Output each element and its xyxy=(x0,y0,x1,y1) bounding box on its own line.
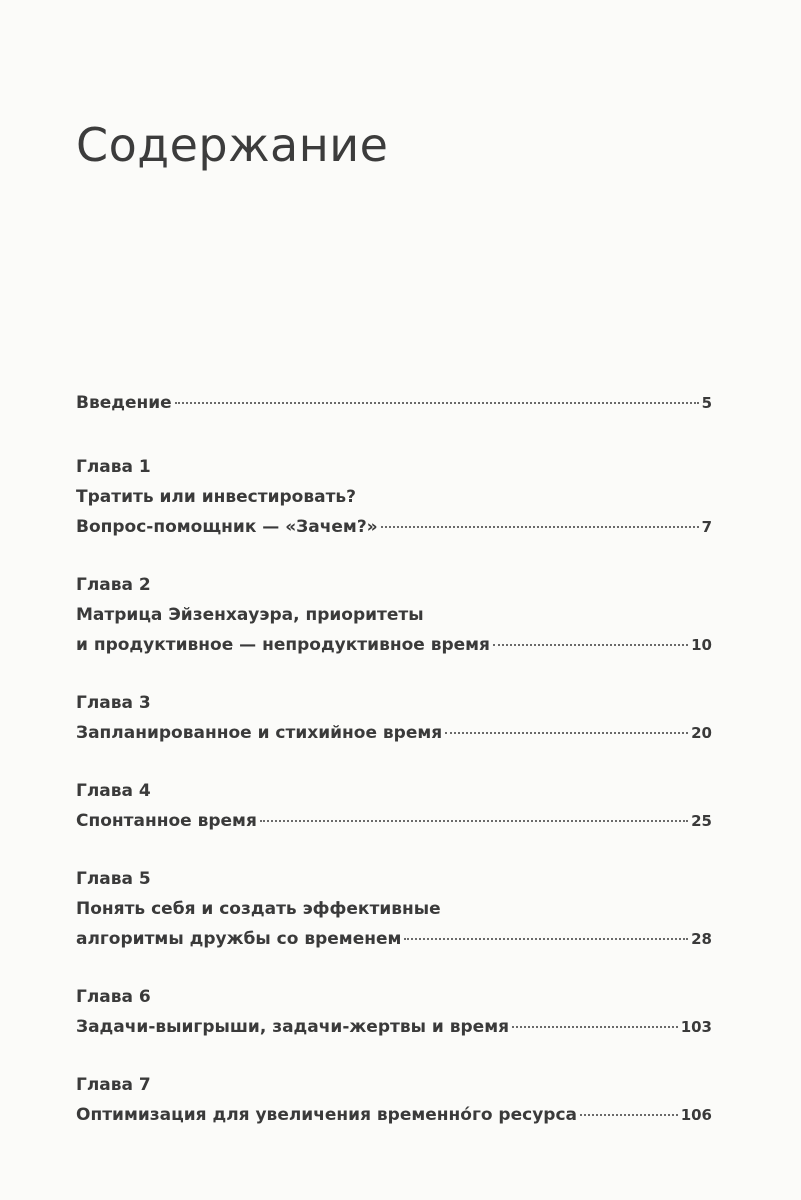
dot-leader xyxy=(381,526,699,528)
dot-leader xyxy=(404,938,688,940)
toc-page-number: 103 xyxy=(680,1018,712,1036)
table-of-contents xyxy=(76,388,712,1130)
page-title: Содержание xyxy=(76,118,389,172)
dot-leader xyxy=(493,644,688,646)
toc-page-number: 20 xyxy=(691,724,712,742)
toc-page-number: 5 xyxy=(701,394,712,412)
toc-page-number: 106 xyxy=(680,1106,712,1124)
toc-entry-title-line: Матрица Эйзенхауэра, приоритеты xyxy=(76,605,424,625)
toc-page-number: 7 xyxy=(701,518,712,536)
chapter-label: Глава 7 xyxy=(76,1075,151,1095)
toc-entry-chapter-4 xyxy=(76,776,712,836)
toc-entry-chapter-1 xyxy=(76,452,712,542)
toc-entry-title-line: и продуктивное — непродуктивное время xyxy=(76,635,490,655)
toc-entry-title-line: Запланированное и стихийное время xyxy=(76,723,443,743)
dot-leader xyxy=(512,1026,678,1028)
dot-leader xyxy=(175,402,699,404)
chapter-label: Глава 3 xyxy=(76,693,151,713)
chapter-label: Глава 5 xyxy=(76,869,151,889)
chapter-label: Глава 4 xyxy=(76,781,151,801)
toc-entry-title-line: Оптимизация для увеличения временно́го ресурса xyxy=(76,1105,578,1125)
toc-entry-chapter-7 xyxy=(76,1070,712,1130)
toc-page-number: 25 xyxy=(691,812,712,830)
toc-entry-introduction xyxy=(76,388,712,418)
dot-leader xyxy=(260,820,688,822)
toc-entry-title-line: Понять себя и создать эффективные xyxy=(76,899,441,919)
toc-entry-title-line: Спонтанное время xyxy=(76,811,257,831)
toc-entry-chapter-3 xyxy=(76,688,712,748)
toc-entry-title-line: Задачи-выигрыши, задачи-жертвы и время xyxy=(76,1017,510,1037)
dot-leader xyxy=(580,1114,678,1116)
dot-leader xyxy=(445,732,688,734)
chapter-label: Глава 1 xyxy=(76,457,151,477)
chapter-label: Глава 2 xyxy=(76,575,151,595)
toc-entry-title-line: алгоритмы дружбы со временем xyxy=(76,929,402,949)
toc-entry-chapter-2 xyxy=(76,570,712,660)
toc-entry-chapter-5 xyxy=(76,864,712,954)
toc-entry-title-line: Вопрос-помощник — «Зачем?» xyxy=(76,517,378,537)
toc-page-number: 28 xyxy=(691,930,712,948)
chapter-label: Глава 6 xyxy=(76,987,151,1007)
toc-entry-title: Введение xyxy=(76,393,172,413)
toc-entry-title-line: Тратить или инвестировать? xyxy=(76,487,357,507)
toc-page-number: 10 xyxy=(691,636,712,654)
toc-entry-chapter-6 xyxy=(76,982,712,1042)
